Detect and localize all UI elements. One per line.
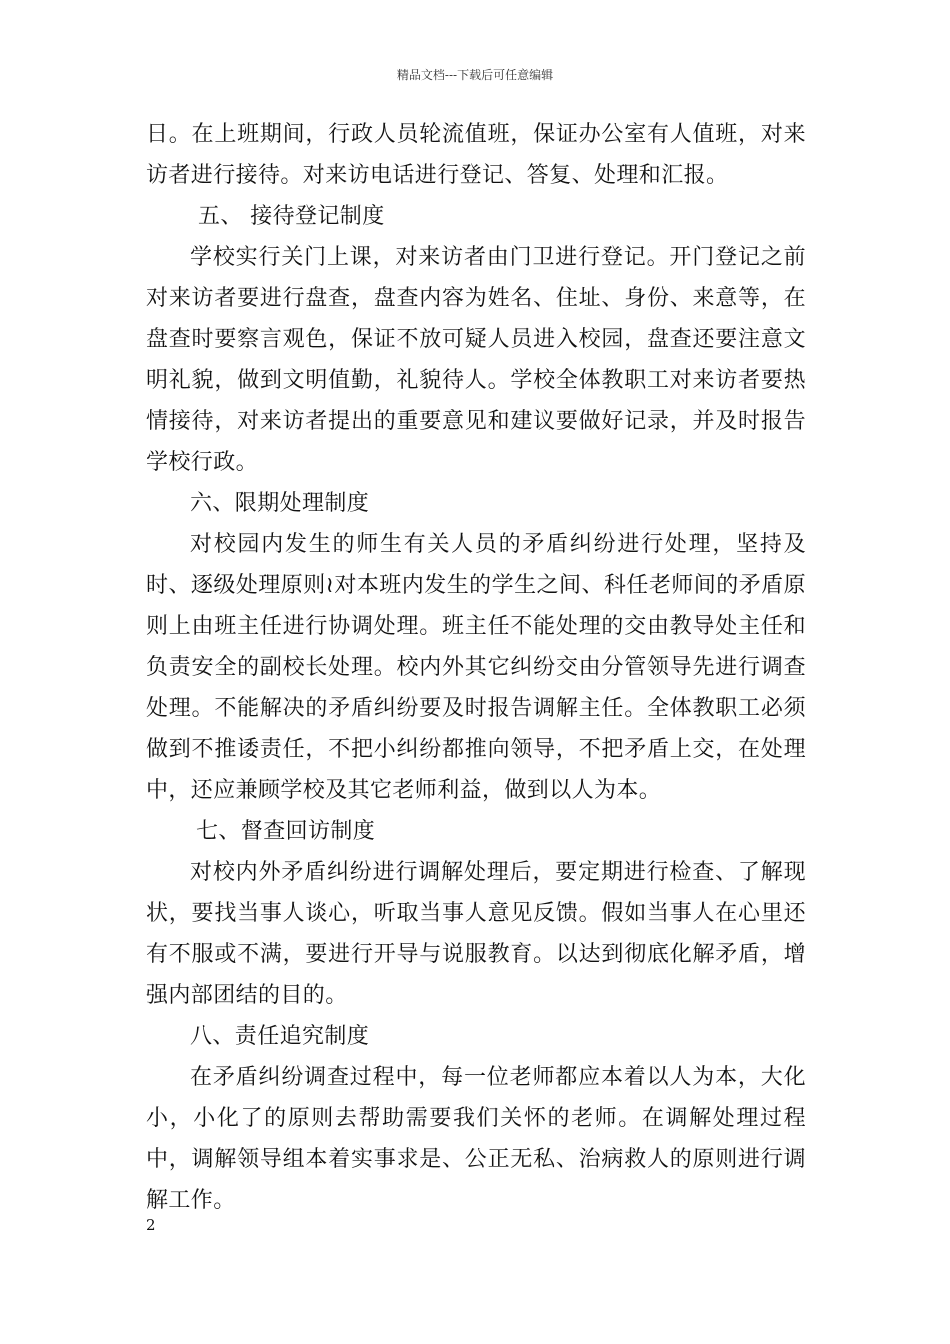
document-body [146, 114, 806, 1221]
section-paragraph-6: 对校园内发生的师生有关人员的矛盾纠纷进行处理，坚持及时、逐级处理原则≀对本班内发生的学生之间、科任老师间的矛盾原则上由班主任进行协调处理。班主任不能处理的交由教导处主任和负责安全的副校长处理。校内外其它纠纷交由分管领导先进行调查处理。不能解决的矛盾纠纷要及时报告调解主任。全体教职工必须做到不推诿责任，不把小纠纷都推向领导，不把矛盾上交，在处理中，还应兼顾学校及其它老师利益，做到以人为本。 [146, 532, 806, 803]
section-heading-5: 五、 接待登记制度 [198, 204, 385, 229]
page-number: 2 [146, 1216, 156, 1234]
section-heading-6: 六、限期处理制度 [190, 491, 370, 516]
section-paragraph-8: 在矛盾纠纷调查过程中，每一位老师都应本着以人为本，大化小，小化了的原则去帮助需要我们关怀的老师。在调解处理过程中，调解领导组本着实事求是、公正无私、治病救人的原则进行调解工作。 [146, 1065, 806, 1213]
section-paragraph-7: 对校内外矛盾纠纷进行调解处理后，要定期进行检查、了解现状，要找当事人谈心，听取当事人意见反馈。假如当事人在心里还有不服或不满，要进行开导与说服教育。以达到彻底化解矛盾，增强内部团结的目的。 [146, 860, 806, 1008]
page-header: 精品文档---下载后可任意编辑 [396, 68, 554, 82]
section-heading-7: 七、督查回访制度 [196, 819, 376, 844]
section-paragraph-5: 学校实行关门上课，对来访者由门卫进行登记。开门登记之前对来访者要进行盘查，盘查内容为姓名、住址、身份、来意等，在盘查时要察言观色，保证不放可疑人员进入校园，盘查还要注意文明礼貌，做到文明值勤，礼貌待人。学校全体教职工对来访者要热情接待，对来访者提出的重要意见和建议要做好记录，并及时报告学校行政。 [146, 245, 806, 475]
paragraph-continuation: 日。在上班期间，行政人员轮流值班，保证办公室有人值班，对来访者进行接待。对来访电话进行登记、答复、处理和汇报。 [146, 122, 806, 188]
section-heading-8: 八、责任追究制度 [190, 1024, 370, 1049]
